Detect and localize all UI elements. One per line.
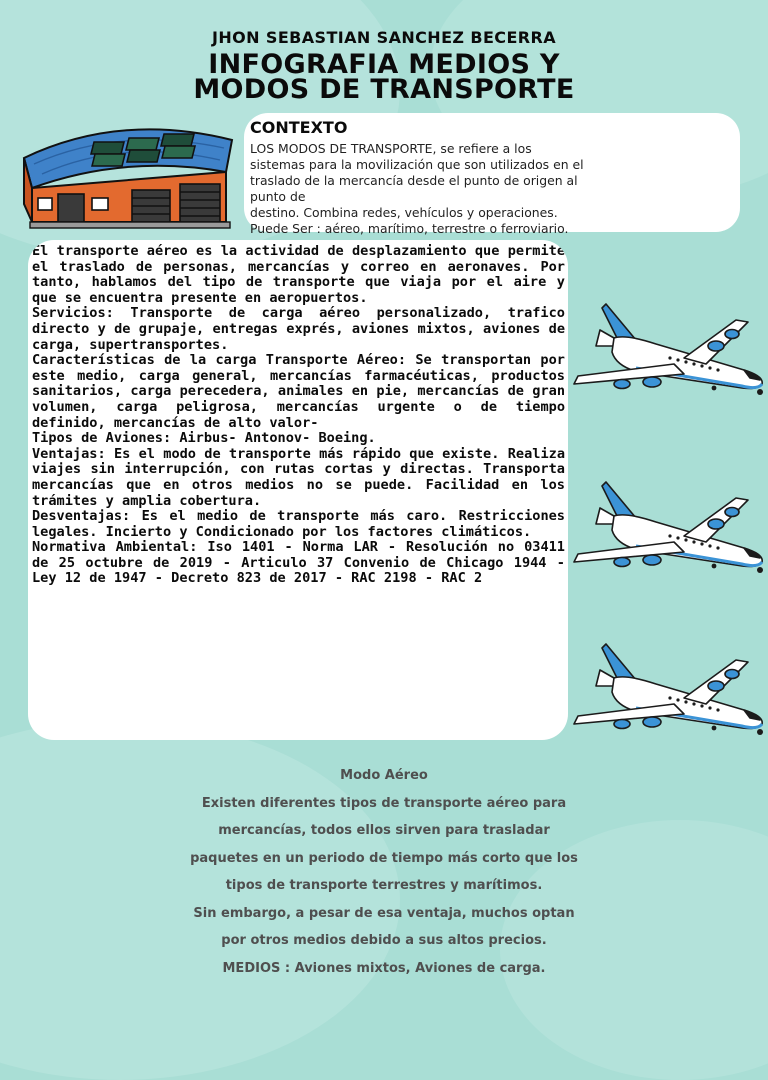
summary-line: por otros medios debido a sus altos precios.	[221, 933, 547, 948]
summary-line: paquetes en un periodo de tiempo más corto que los	[190, 850, 578, 866]
context-line: traslado de la mercancía desde el punto de origen al	[250, 173, 578, 188]
page-title	[0, 49, 768, 105]
main-info-card	[28, 240, 568, 740]
summary-line: mercancías, todos ellos sirven para trasladar	[218, 823, 550, 838]
context-line: Puede Ser : aéreo, marítimo, terrestre o ferroviario.	[250, 221, 569, 236]
airplane-icon	[566, 640, 766, 736]
summary-line: tipos de transporte terrestres y marítimos.	[225, 878, 543, 893]
author-name: JHON SEBASTIAN SANCHEZ BECERRA	[211, 28, 557, 47]
cargo-characteristics-paragraph: Características de la carga Transporte Aéreo: Se transportan por este medio, carga general, mercancías farmacéuticas, productos sanitarios, carga perecedera, animales en pie, mercancías de gran volumen, carga peligrosa, mercancías urgente o de tiempo definido, mercancías de alto valor-	[32, 352, 565, 431]
disadvantages-paragraph: Desventajas: Es el medio de transporte más caro. Restricciones legales. Incierto y Condicionado por los factores climáticos.	[32, 508, 565, 540]
aircraft-types-paragraph: Tipos de Aviones: Airbus- Antonov- Boeing.	[32, 430, 376, 447]
context-body	[250, 141, 726, 237]
context-card	[244, 113, 740, 236]
warehouse-icon	[20, 118, 242, 236]
title-line: MODOS DE TRANSPORTE	[193, 74, 575, 105]
context-line: sistemas para la movilización que son utilizados en el	[250, 157, 584, 172]
airplane-icon	[566, 300, 766, 396]
summary-heading: Modo Aéreo	[340, 768, 428, 783]
summary-text	[0, 762, 768, 982]
airplane-icon	[566, 478, 766, 574]
context-line: punto de	[250, 189, 306, 204]
intro-paragraph: El transporte aéreo es la actividad de desplazamiento que permite el traslado de personas, mercancías y correo en aeronaves. Por tanto, hablamos del tipo de transporte que viaja por el aire y que se encuentra presente en aeropuertos.	[32, 243, 565, 306]
context-line: destino. Combina redes, vehículos y operaciones.	[250, 205, 558, 220]
summary-line: Sin embargo, a pesar de esa ventaja, muchos optan	[193, 905, 575, 921]
title-line: INFOGRAFIA MEDIOS Y	[208, 49, 560, 80]
summary-line: MEDIOS : Aviones mixtos, Aviones de carga.	[222, 960, 546, 976]
summary-line: Existen diferentes tipos de transporte aéreo para	[201, 795, 567, 811]
context-line: LOS MODOS DE TRANSPORTE, se refiere a los	[250, 141, 532, 156]
advantages-paragraph: Ventajas: Es el modo de transporte más rápido que existe. Realiza viajes sin interrupción, con rutas cortas y directas. Transporta mercancías que en otros medios no se puede. Facilidad en los trámites y amplia cobertura.	[32, 445, 565, 509]
services-paragraph: Servicios: Transporte de carga aéreo personalizado, trafico directo y de grupaje, entregas exprés, aviones mixtos, aviones de carga, supertransportes.	[32, 305, 565, 353]
context-heading: CONTEXTO	[250, 118, 348, 137]
environmental-regulation-paragraph: Normativa Ambiental: Iso 1401 - Norma LAR - Resolución no 03411 de 25 octubre de 2019 - Articulo 37 Convenio de Chicago 1944 - Ley 12 de 1947 - Decreto 823 de 2017 - RAC 2198 - RAC 2	[32, 539, 565, 587]
